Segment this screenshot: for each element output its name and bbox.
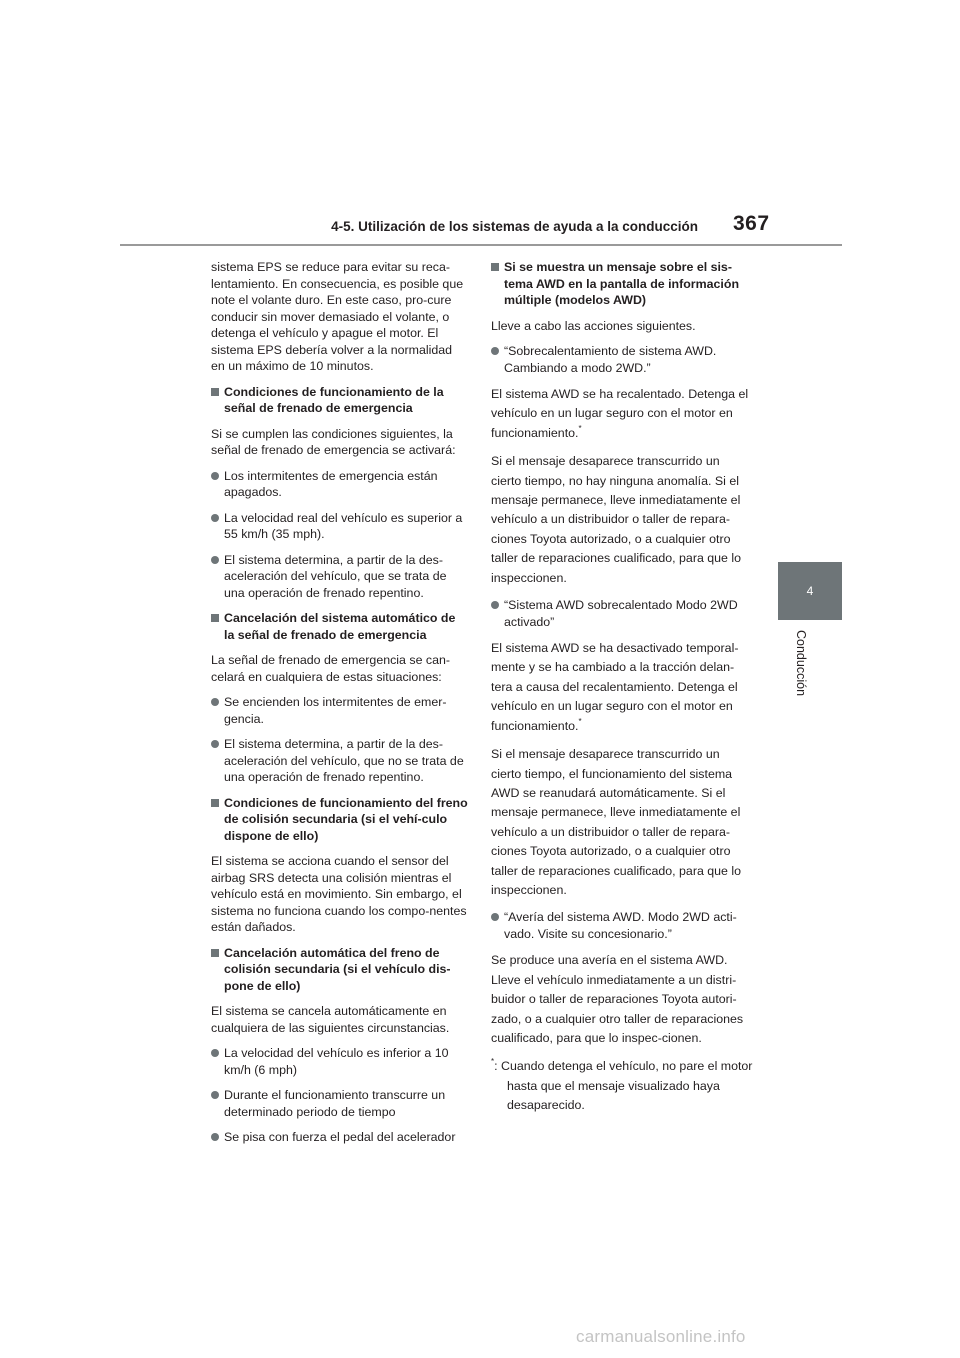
paragraph: La señal de frenado de emergencia se can-celará en cualquiera de estas situaciones: <box>211 653 451 684</box>
list-item: La velocidad real del vehículo es superior a 55 km/h (35 mph). <box>211 510 469 543</box>
section-title: 4-5. Utilización de los sistemas de ayuda a la conducción <box>331 219 698 234</box>
list-item: Se pisa con fuerza el pedal del acelerador <box>211 1129 469 1146</box>
list-item: “Sistema AWD sobrecalentado Modo 2WD activado” <box>491 597 753 630</box>
paragraph: Se produce una avería en el sistema AWD. Lleve el vehículo inmediatamente a un distri-buidor o taller de reparaciones Toyota autori-zado, o a cualquier otro taller de reparaciones cualificado, para que lo inspec-cionen. <box>491 953 744 1045</box>
chapter-tab <box>778 562 842 620</box>
footnote <box>491 1057 753 1115</box>
section-heading: Cancelación automática del freno de colisión secundaria (si el vehículo dis-pone de ello) <box>211 945 469 995</box>
list-item: Los intermitentes de emergencia están apagados. <box>211 468 469 501</box>
paragraph: Si el mensaje desaparece transcurrido un cierto tiempo, no hay ninguna anomalía. Si el mensaje permanece, lleve inmediatamente el vehículo a un distribuidor o taller de repara-ciones Toyota autorizado, o a cualquier otro taller de reparaciones cualificado, para que lo inspeccionen. <box>491 454 742 585</box>
paragraph: El sistema se acciona cuando el sensor del airbag SRS detecta una colisión mientras el vehículo está en movimiento. Sin embargo, el sistema no funciona cuando los compo-nentes están dañados. <box>211 854 467 934</box>
paragraph <box>491 385 753 443</box>
page-number: 367 <box>733 212 770 235</box>
list-item: “Avería del sistema AWD. Modo 2WD acti-vado. Visite su concesionario.” <box>491 909 753 942</box>
list-item: Durante el funcionamiento transcurre un determinado periodo de tiempo <box>211 1087 469 1120</box>
header-divider <box>120 244 842 246</box>
watermark: carmanualsonline.info <box>576 1327 746 1346</box>
section-heading: Cancelación del sistema automático de la señal de frenado de emergencia <box>211 610 469 643</box>
paragraph-text: El sistema AWD se ha recalentado. Detenga el vehículo en un lugar seguro con el motor en funcionamiento. <box>491 387 749 440</box>
paragraph: Lleve a cabo las acciones siguientes. <box>491 318 696 333</box>
list-item: El sistema determina, a partir de la des-aceleración del vehículo, que se trata de una operación de frenado repentino. <box>211 552 469 602</box>
paragraph: El sistema se cancela automáticamente en cualquiera de las siguientes circunstancias. <box>211 1004 450 1035</box>
list-item: La velocidad del vehículo es inferior a 10 km/h (6 mph) <box>211 1045 469 1078</box>
left-column <box>211 259 469 1155</box>
section-heading: Condiciones de funcionamiento de la señal de frenado de emergencia <box>211 384 469 417</box>
section-heading: Condiciones de funcionamiento del freno de colisión secundaria (si el vehí-culo dispone de ello) <box>211 795 469 845</box>
section-heading: Si se muestra un mensaje sobre el sis-tema AWD en la pantalla de información múltiple (modelos AWD) <box>491 259 753 309</box>
paragraph: sistema EPS se reduce para evitar su reca-lentamiento. En consecuencia, es posible que note el volante duro. En este caso, pro-cure conducir sin mover demasiado el volante, o detenga el vehículo y apague el motor. El sistema EPS debería volver a la normalidad en un máximo de 10 minutos. <box>211 260 464 373</box>
right-column <box>491 259 753 1125</box>
paragraph: Si el mensaje desaparece transcurrido un cierto tiempo, el funcionamiento del sistema AWD se reanudará automáticamente. Si el mensaje permanece, lleve inmediatamente el vehículo a un distribuidor o taller de repara-ciones Toyota autorizado, o a cualquier otro taller de reparaciones cualificado, para que lo inspeccionen. <box>491 747 742 897</box>
page-header <box>0 0 960 250</box>
footnote-marker: * <box>491 1057 495 1067</box>
list-item: “Sobrecalentamiento de sistema AWD. Cambiando a modo 2WD.” <box>491 343 753 376</box>
footnote-marker: * <box>578 716 582 726</box>
list-item: Se encienden los intermitentes de emer-gencia. <box>211 694 469 727</box>
list-item: El sistema determina, a partir de la des-aceleración del vehículo, que no se trata de una operación de frenado repentino. <box>211 736 469 786</box>
footnote-marker: * <box>578 423 582 433</box>
paragraph <box>491 639 753 736</box>
chapter-label: Conducción <box>794 630 808 697</box>
paragraph: Si se cumplen las condiciones siguientes, la señal de frenado de emergencia se activará: <box>211 426 456 457</box>
footnote-text: : Cuando detenga el vehículo, no pare el motor hasta que el mensaje visualizado haya desaparecido. <box>494 1059 753 1113</box>
paragraph-text: El sistema AWD se ha desactivado temporal-mente y se ha cambiado a la tracción delan-tera a causa del recalentamiento. Detenga el vehículo en un lugar seguro con el motor en funcionamiento. <box>491 641 739 733</box>
chapter-number: 4 <box>806 584 814 598</box>
